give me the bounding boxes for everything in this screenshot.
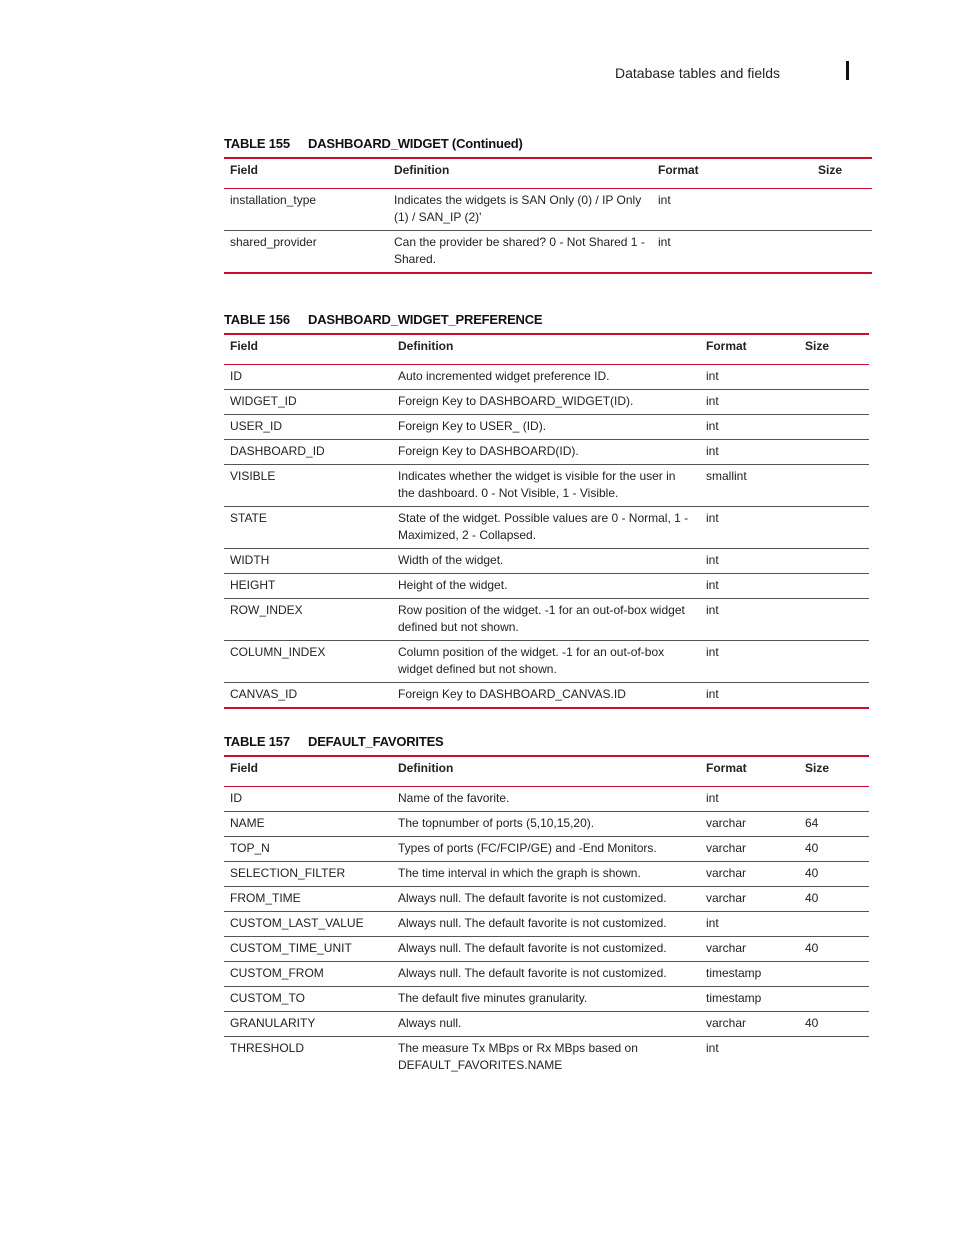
cell-field: SELECTION_FILTER: [224, 862, 392, 887]
cell-definition: Always null.: [392, 1012, 700, 1037]
cell-field: CUSTOM_FROM: [224, 962, 392, 987]
table-title: DASHBOARD_WIDGET (Continued): [308, 136, 523, 151]
cell-definition: Row position of the widget. -1 for an out-of-box widget defined but not shown.: [392, 599, 700, 641]
cell-format: int: [700, 574, 799, 599]
table-row: [224, 1037, 869, 1079]
cell-definition: Indicates the widgets is SAN Only (0) / IP Only (1) / SAN_IP (2)': [388, 189, 652, 231]
column-header-size: Size: [812, 158, 872, 189]
cell-definition: Types of ports (FC/FCIP/GE) and -End Monitors.: [392, 837, 700, 862]
table-row: [224, 641, 869, 683]
column-header-field: Field: [224, 158, 388, 189]
cell-size: 40: [799, 1012, 869, 1037]
table-row: [224, 599, 869, 641]
table-caption: [224, 136, 523, 151]
cell-size: [812, 189, 872, 231]
cell-format: varchar: [700, 887, 799, 912]
table-row: [224, 962, 869, 987]
table-number: TABLE 157: [224, 734, 290, 749]
cell-format: smallint: [700, 465, 799, 507]
table-row: [224, 1012, 869, 1037]
cell-field: COLUMN_INDEX: [224, 641, 392, 683]
cell-format: int: [700, 787, 799, 812]
table-row: [224, 862, 869, 887]
cell-size: [812, 231, 872, 274]
cell-field: ID: [224, 787, 392, 812]
cell-definition: Width of the widget.: [392, 549, 700, 574]
cell-size: [799, 641, 869, 683]
column-header-size: Size: [799, 756, 869, 787]
cell-field: USER_ID: [224, 415, 392, 440]
column-header-definition: Definition: [392, 756, 700, 787]
cell-size: [799, 574, 869, 599]
cell-field: VISIBLE: [224, 465, 392, 507]
cell-size: [799, 365, 869, 390]
cell-definition: Foreign Key to DASHBOARD_CANVAS.ID: [392, 683, 700, 709]
cell-field: GRANULARITY: [224, 1012, 392, 1037]
table-caption: [224, 734, 444, 749]
table-row: [224, 507, 869, 549]
cell-size: 64: [799, 812, 869, 837]
table-row: [224, 987, 869, 1012]
cell-field: WIDTH: [224, 549, 392, 574]
cell-size: [799, 912, 869, 937]
cell-format: int: [700, 507, 799, 549]
cell-field: installation_type: [224, 189, 388, 231]
cell-format: int: [700, 599, 799, 641]
cell-definition: Foreign Key to DASHBOARD(ID).: [392, 440, 700, 465]
table-row: [224, 465, 869, 507]
cell-format: int: [700, 365, 799, 390]
cell-size: [799, 787, 869, 812]
cell-size: [799, 390, 869, 415]
cell-size: 40: [799, 862, 869, 887]
cell-definition: Height of the widget.: [392, 574, 700, 599]
cell-definition: Auto incremented widget preference ID.: [392, 365, 700, 390]
cell-format: varchar: [700, 1012, 799, 1037]
column-header-definition: Definition: [388, 158, 652, 189]
cell-size: [799, 962, 869, 987]
cell-field: THRESHOLD: [230, 1041, 305, 1055]
cell-format: int: [700, 683, 799, 709]
cell-size: [799, 683, 869, 709]
cell-field: CUSTOM_TO: [224, 987, 392, 1012]
cell-field: CUSTOM_LAST_VALUE: [224, 912, 392, 937]
cell-format: varchar: [700, 862, 799, 887]
cell-field: ID: [224, 365, 392, 390]
cell-format: int: [700, 912, 799, 937]
cell-definition: Foreign Key to USER_ (ID).: [392, 415, 700, 440]
column-header-format: Format: [652, 158, 812, 189]
table-row: [224, 365, 869, 390]
cell-definition: The measure Tx MBps or Rx MBps based on DEFAULT_FAVORITES.NAME: [398, 1041, 638, 1072]
cell-definition: The default five minutes granularity.: [392, 987, 700, 1012]
table-number: TABLE 155: [224, 136, 290, 151]
cell-size: 40: [799, 837, 869, 862]
cell-field: CUSTOM_TIME_UNIT: [224, 937, 392, 962]
cell-size: [799, 440, 869, 465]
cell-format: timestamp: [700, 962, 799, 987]
cell-field: STATE: [224, 507, 392, 549]
cell-format: varchar: [700, 812, 799, 837]
cell-definition: Name of the favorite.: [392, 787, 700, 812]
cell-size: [799, 987, 869, 1012]
table-row: [224, 549, 869, 574]
cell-definition: The topnumber of ports (5,10,15,20).: [392, 812, 700, 837]
table-default-favorites: [224, 755, 869, 1078]
column-header-definition: Definition: [392, 334, 700, 365]
cell-field: HEIGHT: [224, 574, 392, 599]
cell-field: TOP_N: [224, 837, 392, 862]
cell-format: varchar: [700, 837, 799, 862]
table-row: [224, 189, 872, 231]
table-row: [224, 887, 869, 912]
column-header-field: Field: [224, 756, 392, 787]
cell-size: [799, 415, 869, 440]
cell-field: shared_provider: [224, 231, 388, 274]
table-title: DASHBOARD_WIDGET_PREFERENCE: [308, 312, 543, 327]
cell-definition: Indicates whether the widget is visible for the user in the dashboard. 0 - Not Visible, 1 - Visible.: [392, 465, 700, 507]
table-row: [224, 390, 869, 415]
cell-format: int: [700, 440, 799, 465]
table-row: [224, 440, 869, 465]
cell-definition: State of the widget. Possible values are 0 - Normal, 1 - Maximized, 2 - Collapsed.: [392, 507, 700, 549]
cell-format: int: [700, 415, 799, 440]
cell-format: int: [700, 549, 799, 574]
cell-field: CANVAS_ID: [224, 683, 392, 709]
cell-size: 40: [799, 937, 869, 962]
table-row: [224, 231, 872, 274]
table-row: [224, 415, 869, 440]
cell-size: [799, 549, 869, 574]
table-title: DEFAULT_FAVORITES: [308, 734, 444, 749]
cell-definition: Always null. The default favorite is not customized.: [392, 937, 700, 962]
cell-size: [799, 507, 869, 549]
table-row: [224, 937, 869, 962]
cell-format: int: [652, 189, 812, 231]
cell-field: ROW_INDEX: [224, 599, 392, 641]
cell-format: varchar: [700, 937, 799, 962]
column-header-field: Field: [224, 334, 392, 365]
cell-format: int: [700, 641, 799, 683]
table-row: [224, 574, 869, 599]
cell-field: WIDGET_ID: [224, 390, 392, 415]
cell-size: 40: [799, 887, 869, 912]
cell-size: [799, 465, 869, 507]
cell-format: int: [652, 231, 812, 274]
cell-size: [799, 1037, 869, 1079]
column-header-format: Format: [700, 756, 799, 787]
cell-format: timestamp: [700, 987, 799, 1012]
running-header: Database tables and fields: [615, 65, 780, 81]
cell-definition: Can the provider be shared? 0 - Not Shared 1 - Shared.: [388, 231, 652, 274]
cell-definition: Always null. The default favorite is not customized.: [392, 912, 700, 937]
cell-size: [799, 599, 869, 641]
table-caption: [224, 312, 542, 327]
column-header-size: Size: [799, 334, 869, 365]
cell-definition: Column position of the widget. -1 for an out-of-box widget defined but not shown.: [392, 641, 700, 683]
cell-field: NAME: [224, 812, 392, 837]
cell-definition: Foreign Key to DASHBOARD_WIDGET(ID).: [392, 390, 700, 415]
table-row: [224, 787, 869, 812]
table-row: [224, 912, 869, 937]
table-row: [224, 837, 869, 862]
cell-format: int: [700, 390, 799, 415]
cell-field: DASHBOARD_ID: [224, 440, 392, 465]
cell-format: int: [706, 1041, 719, 1055]
table-number: TABLE 156: [224, 312, 290, 327]
table-row: [224, 812, 869, 837]
chapter-marker-bar: [846, 61, 849, 80]
column-header-format: Format: [700, 334, 799, 365]
cell-field: FROM_TIME: [224, 887, 392, 912]
table-dashboard-widget-preference: [224, 333, 869, 709]
cell-definition: Always null. The default favorite is not customized.: [392, 887, 700, 912]
cell-definition: Always null. The default favorite is not customized.: [392, 962, 700, 987]
table-row: [224, 683, 869, 709]
cell-definition: The time interval in which the graph is shown.: [392, 862, 700, 887]
table-dashboard-widget: [224, 157, 872, 274]
